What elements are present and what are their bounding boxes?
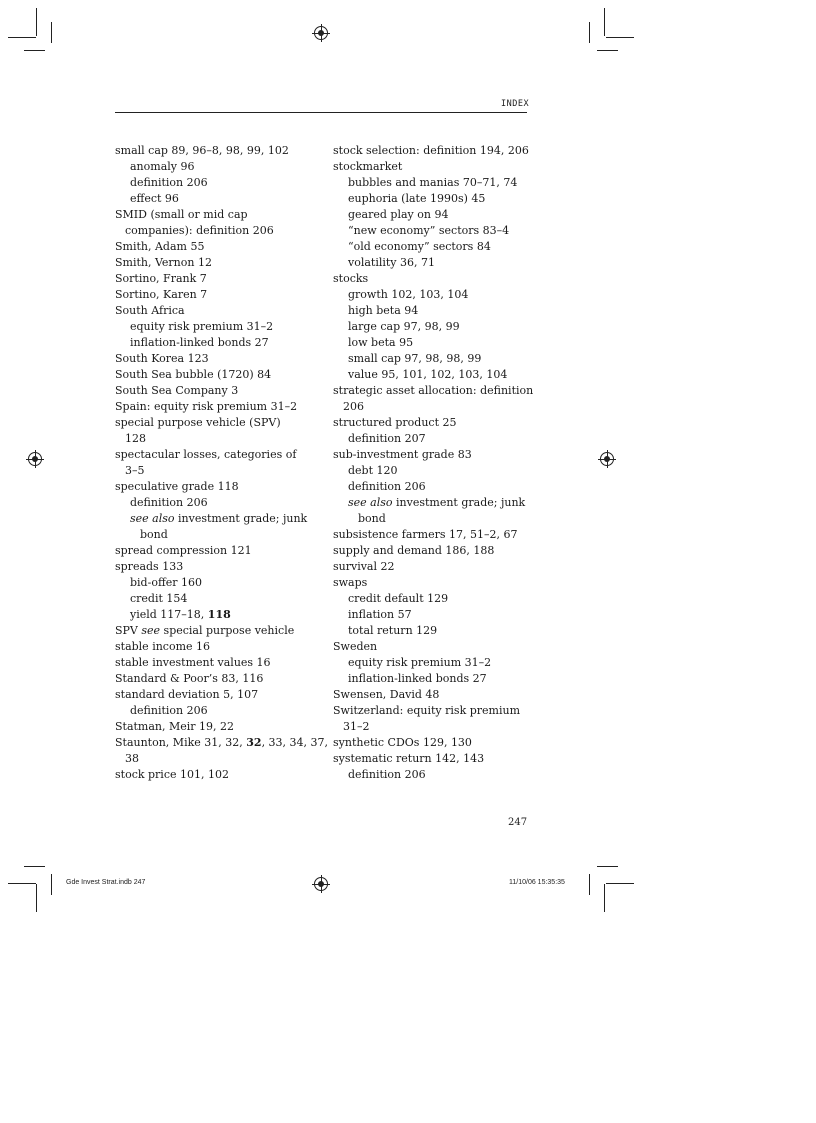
index-entry: Sortino, Karen 7 [115, 288, 208, 301]
index-subentry: 31–2 [343, 720, 370, 733]
crop-mark [606, 37, 634, 38]
index-entry: subsistence farmers 17, 51–2, 67 [333, 528, 518, 541]
index-subentry: equity risk premium 31–2 [130, 320, 274, 333]
registration-mark-icon [314, 26, 328, 40]
crop-mark [51, 22, 52, 43]
crop-mark [604, 884, 605, 912]
index-subentry: bubbles and manias 70–71, 74 [348, 176, 518, 189]
index-subentry: 3–5 [125, 464, 145, 477]
index-column-left [115, 143, 330, 783]
crop-mark [606, 883, 634, 884]
index-entry: SMID (small or mid cap [115, 208, 248, 221]
index-subentry: definition 207 [348, 432, 426, 445]
registration-mark-icon [600, 452, 614, 466]
index-subentry: inflation-linked bonds 27 [348, 672, 487, 685]
index-entry: spreads 133 [115, 560, 184, 573]
index-subentry: total return 129 [348, 624, 438, 637]
index-subentry: small cap 97, 98, 98, 99 [348, 352, 482, 365]
index-subentry: value 95, 101, 102, 103, 104 [348, 368, 508, 381]
index-subentry: effect 96 [130, 192, 179, 205]
index-subentry: high beta 94 [348, 304, 419, 317]
index-subentry: bid-offer 160 [130, 576, 203, 589]
index-entry: sub-investment grade 83 [333, 448, 472, 461]
page-number: 247 [508, 817, 528, 828]
index-subentry: 38 [125, 752, 139, 765]
index-subentry: 206 [343, 400, 364, 413]
index-entry: Statman, Meir 19, 22 [115, 720, 235, 733]
crop-mark [589, 22, 590, 43]
index-entry: Sweden [333, 640, 378, 653]
index-entry: synthetic CDOs 129, 130 [333, 736, 472, 749]
index-entry: South Africa [115, 304, 185, 317]
index-entry: standard deviation 5, 107 [115, 688, 259, 701]
crop-mark [24, 50, 45, 51]
index-subentry: inflation 57 [348, 608, 412, 621]
index-subentry: see also investment grade; junk [130, 512, 308, 525]
index-entry: SPV see special purpose vehicle [115, 624, 295, 637]
index-entry: survival 22 [333, 560, 395, 573]
index-subentry: debt 120 [348, 464, 398, 477]
header-rule [115, 112, 527, 113]
index-entry: strategic asset allocation: definition [333, 384, 534, 397]
crop-mark [8, 883, 36, 884]
index-subentry: equity risk premium 31–2 [348, 656, 492, 669]
index-entry: South Sea bubble (1720) 84 [115, 368, 272, 381]
index-entry: Switzerland: equity risk premium [333, 704, 520, 717]
index-subentry: geared play on 94 [348, 208, 449, 221]
index-entry: Swensen, David 48 [333, 688, 440, 701]
index-entry: Smith, Adam 55 [115, 240, 205, 253]
index-entry: supply and demand 186, 188 [333, 544, 495, 557]
slug-timestamp: 11/10/06 15:35:35 [509, 879, 565, 886]
crop-mark [604, 8, 605, 36]
slug-file-name: Gde Invest Strat.indb 247 [66, 879, 146, 886]
crop-mark [597, 50, 618, 51]
crop-mark [24, 866, 45, 867]
index-subentry: euphoria (late 1990s) 45 [348, 192, 486, 205]
crop-mark [51, 874, 52, 895]
index-entry: structured product 25 [333, 416, 457, 429]
index-entry: special purpose vehicle (SPV) [115, 416, 281, 429]
index-subentry: bond [140, 528, 168, 541]
index-subentry: companies): definition 206 [125, 224, 274, 237]
registration-mark-icon [314, 877, 328, 891]
index-subentry: yield 117–18, 118 [130, 608, 231, 621]
index-subentry: definition 206 [130, 496, 208, 509]
index-subentry: credit 154 [130, 592, 188, 605]
index-entry: speculative grade 118 [115, 480, 239, 493]
index-subentry: definition 206 [348, 768, 426, 781]
index-column-right [333, 143, 548, 783]
index-entry: Smith, Vernon 12 [115, 256, 212, 269]
index-entry: stocks [333, 272, 369, 285]
index-entry: South Korea 123 [115, 352, 209, 365]
index-entry: stock selection: definition 194, 206 [333, 144, 529, 157]
crop-mark [597, 866, 618, 867]
crop-mark [36, 884, 37, 912]
index-entry: Sortino, Frank 7 [115, 272, 207, 285]
index-subentry: 128 [125, 432, 146, 445]
crop-mark [8, 37, 36, 38]
index-entry: systematic return 142, 143 [333, 752, 485, 765]
index-entry: Standard & Poor’s 83, 116 [115, 672, 264, 685]
index-subentry: see also investment grade; junk [348, 496, 526, 509]
index-subentry: anomaly 96 [130, 160, 195, 173]
registration-mark-icon [28, 452, 42, 466]
crop-mark [36, 8, 37, 36]
index-subentry: definition 206 [348, 480, 426, 493]
index-subentry: growth 102, 103, 104 [348, 288, 469, 301]
index-entry: small cap 89, 96–8, 98, 99, 102 [115, 144, 289, 157]
index-subentry: “new economy” sectors 83–4 [348, 224, 510, 237]
index-subentry: low beta 95 [348, 336, 414, 349]
index-entry: swaps [333, 576, 368, 589]
index-subentry: bond [358, 512, 386, 525]
index-entry: South Sea Company 3 [115, 384, 239, 397]
index-subentry: volatility 36, 71 [348, 256, 436, 269]
index-subentry: definition 206 [130, 704, 208, 717]
index-subentry: inflation-linked bonds 27 [130, 336, 269, 349]
index-entry: spread compression 121 [115, 544, 252, 557]
index-entry: spectacular losses, categories of [115, 448, 297, 461]
index-entry: Staunton, Mike 31, 32, 32, 33, 34, 37, [115, 736, 329, 749]
index-subentry: “old economy” sectors 84 [348, 240, 491, 253]
index-subentry: credit default 129 [348, 592, 449, 605]
index-entry: Spain: equity risk premium 31–2 [115, 400, 298, 413]
index-subentry: definition 206 [130, 176, 208, 189]
index-subentry: large cap 97, 98, 99 [348, 320, 460, 333]
running-head: INDEX [501, 99, 530, 109]
index-entry: stockmarket [333, 160, 403, 173]
index-entry: stable income 16 [115, 640, 211, 653]
crop-mark [589, 874, 590, 895]
index-entry: stock price 101, 102 [115, 768, 229, 781]
index-entry: stable investment values 16 [115, 656, 271, 669]
